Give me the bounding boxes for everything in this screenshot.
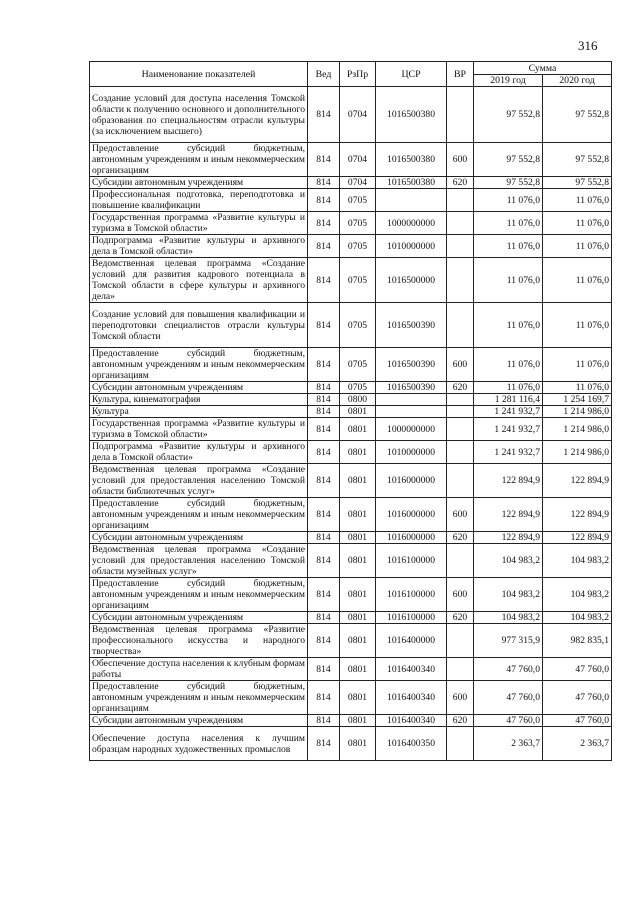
row-csr: 1016500380 [376, 87, 447, 143]
row-vr [447, 406, 474, 418]
row-name: Предоставление субсидий бюджетным, автономным учреждениям и иным некоммерческим организациям [90, 498, 308, 532]
row-ved: 814 [308, 658, 340, 681]
row-csr: 1016400340 [376, 681, 447, 715]
table-row [90, 235, 612, 258]
row-amount-2020: 1 214 986,0 [543, 441, 612, 464]
row-csr: 1000000000 [376, 418, 447, 441]
row-name: Ведомственная целевая программа «Развитие профессионального искусства и народного творчества» [90, 624, 308, 658]
row-vr: 600 [447, 348, 474, 382]
row-amount-2020: 122 894,9 [543, 464, 612, 498]
row-amount-2020: 104 983,2 [543, 578, 612, 612]
row-name: Предоставление субсидий бюджетным, автономным учреждениям и иным некоммерческим организациям [90, 348, 308, 382]
row-ved: 814 [308, 303, 340, 348]
row-ved: 814 [308, 394, 340, 406]
row-csr: 1016400000 [376, 624, 447, 658]
row-name: Обеспечение доступа населения к лучшим образцам народных художественных промыслов [90, 727, 308, 761]
row-csr: 1016400340 [376, 658, 447, 681]
header-rzpr: РзПр [340, 62, 376, 87]
row-vr: 620 [447, 382, 474, 394]
row-rzpr: 0801 [340, 612, 376, 624]
header-csr: ЦСР [376, 62, 447, 87]
row-amount-2019: 47 760,0 [474, 681, 543, 715]
row-amount-2019: 122 894,9 [474, 464, 543, 498]
row-csr: 1010000000 [376, 441, 447, 464]
row-vr [447, 464, 474, 498]
row-rzpr: 0801 [340, 681, 376, 715]
row-rzpr: 0801 [340, 727, 376, 761]
row-csr: 1016000000 [376, 464, 447, 498]
row-amount-2020: 97 552,8 [543, 143, 612, 177]
header-name: Наименование показателей [90, 62, 308, 87]
row-csr: 1016100000 [376, 578, 447, 612]
row-ved: 814 [308, 348, 340, 382]
row-rzpr: 0801 [340, 624, 376, 658]
table-row [90, 303, 612, 348]
row-amount-2019: 1 241 932,7 [474, 441, 543, 464]
row-rzpr: 0801 [340, 464, 376, 498]
row-name: Культура, кинематография [90, 394, 308, 406]
row-name: Профессиональная подготовка, переподготовка и повышение квалификации [90, 189, 308, 212]
table-row [90, 544, 612, 578]
row-rzpr: 0801 [340, 578, 376, 612]
header-year-2020: 2020 год [543, 75, 612, 87]
row-name: Субсидии автономным учреждениям [90, 715, 308, 727]
row-rzpr: 0705 [340, 382, 376, 394]
row-vr [447, 258, 474, 303]
row-csr: 1010000000 [376, 235, 447, 258]
row-csr: 1000000000 [376, 212, 447, 235]
table-row [90, 727, 612, 761]
row-amount-2019: 104 983,2 [474, 544, 543, 578]
row-csr: 1016000000 [376, 498, 447, 532]
row-csr: 1016500390 [376, 348, 447, 382]
row-amount-2019: 2 363,7 [474, 727, 543, 761]
row-name: Ведомственная целевая программа «Создание условий для развития кадрового потенциала в Томской области в сфере культуры и архивного дела» [90, 258, 308, 303]
row-amount-2020: 122 894,9 [543, 498, 612, 532]
row-vr: 600 [447, 498, 474, 532]
row-name: Субсидии автономным учреждениям [90, 382, 308, 394]
row-csr [376, 394, 447, 406]
row-amount-2019: 1 281 116,4 [474, 394, 543, 406]
row-rzpr: 0705 [340, 189, 376, 212]
row-vr: 620 [447, 177, 474, 189]
table-row [90, 258, 612, 303]
row-name: Создание условий для доступа населения Томской области к получению основного и дополнительного образования по специальностям отрасли культуры (за исключением высшего) [90, 87, 308, 143]
row-csr: 1016500380 [376, 177, 447, 189]
row-ved: 814 [308, 258, 340, 303]
row-vr: 620 [447, 612, 474, 624]
row-vr: 620 [447, 532, 474, 544]
row-rzpr: 0801 [340, 544, 376, 578]
row-rzpr: 0704 [340, 87, 376, 143]
row-name: Предоставление субсидий бюджетным, автономным учреждениям и иным некоммерческим организациям [90, 578, 308, 612]
row-rzpr: 0705 [340, 348, 376, 382]
row-amount-2020: 47 760,0 [543, 681, 612, 715]
row-ved: 814 [308, 624, 340, 658]
row-ved: 814 [308, 382, 340, 394]
row-amount-2019: 1 241 932,7 [474, 418, 543, 441]
row-amount-2019: 977 315,9 [474, 624, 543, 658]
row-amount-2019: 104 983,2 [474, 578, 543, 612]
row-name: Подпрограмма «Развитие культуры и архивного дела в Томской области» [90, 441, 308, 464]
row-rzpr: 0705 [340, 258, 376, 303]
row-vr [447, 212, 474, 235]
row-name: Обеспечение доступа населения к клубным формам работы [90, 658, 308, 681]
row-vr [447, 658, 474, 681]
row-name: Субсидии автономным учреждениям [90, 532, 308, 544]
row-ved: 814 [308, 578, 340, 612]
row-ved: 814 [308, 727, 340, 761]
row-amount-2019: 11 076,0 [474, 348, 543, 382]
row-ved: 814 [308, 235, 340, 258]
row-amount-2020: 11 076,0 [543, 348, 612, 382]
row-amount-2019: 122 894,9 [474, 498, 543, 532]
row-ved: 814 [308, 612, 340, 624]
row-amount-2020: 11 076,0 [543, 382, 612, 394]
row-amount-2020: 11 076,0 [543, 212, 612, 235]
row-amount-2020: 122 894,9 [543, 532, 612, 544]
row-amount-2020: 11 076,0 [543, 235, 612, 258]
table-row [90, 394, 612, 406]
row-vr [447, 441, 474, 464]
row-amount-2020: 97 552,8 [543, 177, 612, 189]
row-csr: 1016000000 [376, 532, 447, 544]
row-amount-2019: 97 552,8 [474, 177, 543, 189]
row-vr [447, 727, 474, 761]
row-rzpr: 0801 [340, 441, 376, 464]
row-amount-2020: 47 760,0 [543, 715, 612, 727]
row-amount-2020: 1 254 169,7 [543, 394, 612, 406]
row-rzpr: 0801 [340, 418, 376, 441]
row-amount-2019: 11 076,0 [474, 303, 543, 348]
row-name: Подпрограмма «Развитие культуры и архивного дела в Томской области» [90, 235, 308, 258]
table-row [90, 189, 612, 212]
row-vr [447, 235, 474, 258]
row-rzpr: 0704 [340, 143, 376, 177]
row-ved: 814 [308, 532, 340, 544]
row-ved: 814 [308, 681, 340, 715]
row-vr [447, 189, 474, 212]
row-vr [447, 624, 474, 658]
row-ved: 814 [308, 189, 340, 212]
row-amount-2020: 1 214 986,0 [543, 418, 612, 441]
table-row [90, 87, 612, 143]
table-row [90, 612, 612, 624]
budget-table [89, 61, 612, 761]
table-row [90, 658, 612, 681]
table-row [90, 406, 612, 418]
row-vr [447, 544, 474, 578]
row-name: Субсидии автономным учреждениям [90, 177, 308, 189]
row-vr [447, 394, 474, 406]
row-amount-2019: 97 552,8 [474, 143, 543, 177]
row-amount-2019: 122 894,9 [474, 532, 543, 544]
row-csr: 1016500390 [376, 303, 447, 348]
table-row [90, 624, 612, 658]
row-amount-2019: 104 983,2 [474, 612, 543, 624]
row-vr [447, 418, 474, 441]
row-ved: 814 [308, 715, 340, 727]
row-ved: 814 [308, 544, 340, 578]
row-rzpr: 0704 [340, 177, 376, 189]
row-amount-2019: 11 076,0 [474, 189, 543, 212]
row-vr: 600 [447, 578, 474, 612]
row-amount-2019: 47 760,0 [474, 715, 543, 727]
row-vr [447, 303, 474, 348]
row-amount-2019: 97 552,8 [474, 87, 543, 143]
header-year-2019: 2019 год [474, 75, 543, 87]
table-row [90, 418, 612, 441]
row-name: Государственная программа «Развитие культуры и туризма в Томской области» [90, 212, 308, 235]
row-amount-2019: 1 241 932,7 [474, 406, 543, 418]
row-name: Ведомственная целевая программа «Создание условий для предоставления населению Томской области музейных услуг» [90, 544, 308, 578]
row-amount-2020: 104 983,2 [543, 612, 612, 624]
table-row [90, 498, 612, 532]
table-row [90, 212, 612, 235]
table-row [90, 177, 612, 189]
row-csr: 1016100000 [376, 612, 447, 624]
row-ved: 814 [308, 441, 340, 464]
row-csr [376, 189, 447, 212]
table-row [90, 143, 612, 177]
row-csr: 1016400350 [376, 727, 447, 761]
row-ved: 814 [308, 177, 340, 189]
row-csr: 1016100000 [376, 544, 447, 578]
table-row [90, 441, 612, 464]
row-ved: 814 [308, 87, 340, 143]
row-amount-2020: 982 835,1 [543, 624, 612, 658]
row-name: Создание условий для повышения квалификации и переподготовки специалистов отрасли культуры Томской области [90, 303, 308, 348]
row-csr: 1016500390 [376, 382, 447, 394]
row-amount-2020: 1 214 986,0 [543, 406, 612, 418]
header-sum: Сумма [474, 62, 612, 75]
row-rzpr: 0801 [340, 658, 376, 681]
row-name: Предоставление субсидий бюджетным, автономным учреждениям и иным некоммерческим организациям [90, 143, 308, 177]
row-amount-2020: 97 552,8 [543, 87, 612, 143]
row-name: Государственная программа «Развитие культуры и туризма в Томской области» [90, 418, 308, 441]
header-ved: Вед [308, 62, 340, 87]
row-rzpr: 0801 [340, 532, 376, 544]
table-row [90, 578, 612, 612]
row-ved: 814 [308, 418, 340, 441]
row-amount-2020: 2 363,7 [543, 727, 612, 761]
row-amount-2020: 104 983,2 [543, 544, 612, 578]
row-rzpr: 0801 [340, 406, 376, 418]
table-row [90, 681, 612, 715]
row-csr: 1016500380 [376, 143, 447, 177]
row-amount-2019: 11 076,0 [474, 258, 543, 303]
row-vr: 600 [447, 681, 474, 715]
row-rzpr: 0800 [340, 394, 376, 406]
row-amount-2020: 11 076,0 [543, 303, 612, 348]
row-vr: 600 [447, 143, 474, 177]
row-amount-2020: 11 076,0 [543, 189, 612, 212]
row-ved: 814 [308, 143, 340, 177]
row-amount-2019: 11 076,0 [474, 235, 543, 258]
row-ved: 814 [308, 212, 340, 235]
row-rzpr: 0705 [340, 303, 376, 348]
row-rzpr: 0801 [340, 715, 376, 727]
row-rzpr: 0705 [340, 212, 376, 235]
row-name: Культура [90, 406, 308, 418]
row-rzpr: 0705 [340, 235, 376, 258]
table-row [90, 348, 612, 382]
table-row [90, 464, 612, 498]
row-ved: 814 [308, 406, 340, 418]
row-vr: 620 [447, 715, 474, 727]
row-csr: 1016400340 [376, 715, 447, 727]
row-amount-2019: 11 076,0 [474, 212, 543, 235]
row-amount-2019: 11 076,0 [474, 382, 543, 394]
table-row [90, 715, 612, 727]
row-ved: 814 [308, 498, 340, 532]
row-name: Ведомственная целевая программа «Создание условий для предоставления населению Томской области библиотечных услуг» [90, 464, 308, 498]
row-amount-2020: 11 076,0 [543, 258, 612, 303]
row-csr: 1016500000 [376, 258, 447, 303]
table-row [90, 382, 612, 394]
table-row [90, 532, 612, 544]
row-name: Субсидии автономным учреждениям [90, 612, 308, 624]
row-amount-2019: 47 760,0 [474, 658, 543, 681]
header-vr: ВР [447, 62, 474, 87]
row-amount-2020: 47 760,0 [543, 658, 612, 681]
row-vr [447, 87, 474, 143]
row-name: Предоставление субсидий бюджетным, автономным учреждениям и иным некоммерческим организациям [90, 681, 308, 715]
page-number: 316 [578, 38, 598, 53]
row-csr [376, 406, 447, 418]
row-ved: 814 [308, 464, 340, 498]
row-rzpr: 0801 [340, 498, 376, 532]
